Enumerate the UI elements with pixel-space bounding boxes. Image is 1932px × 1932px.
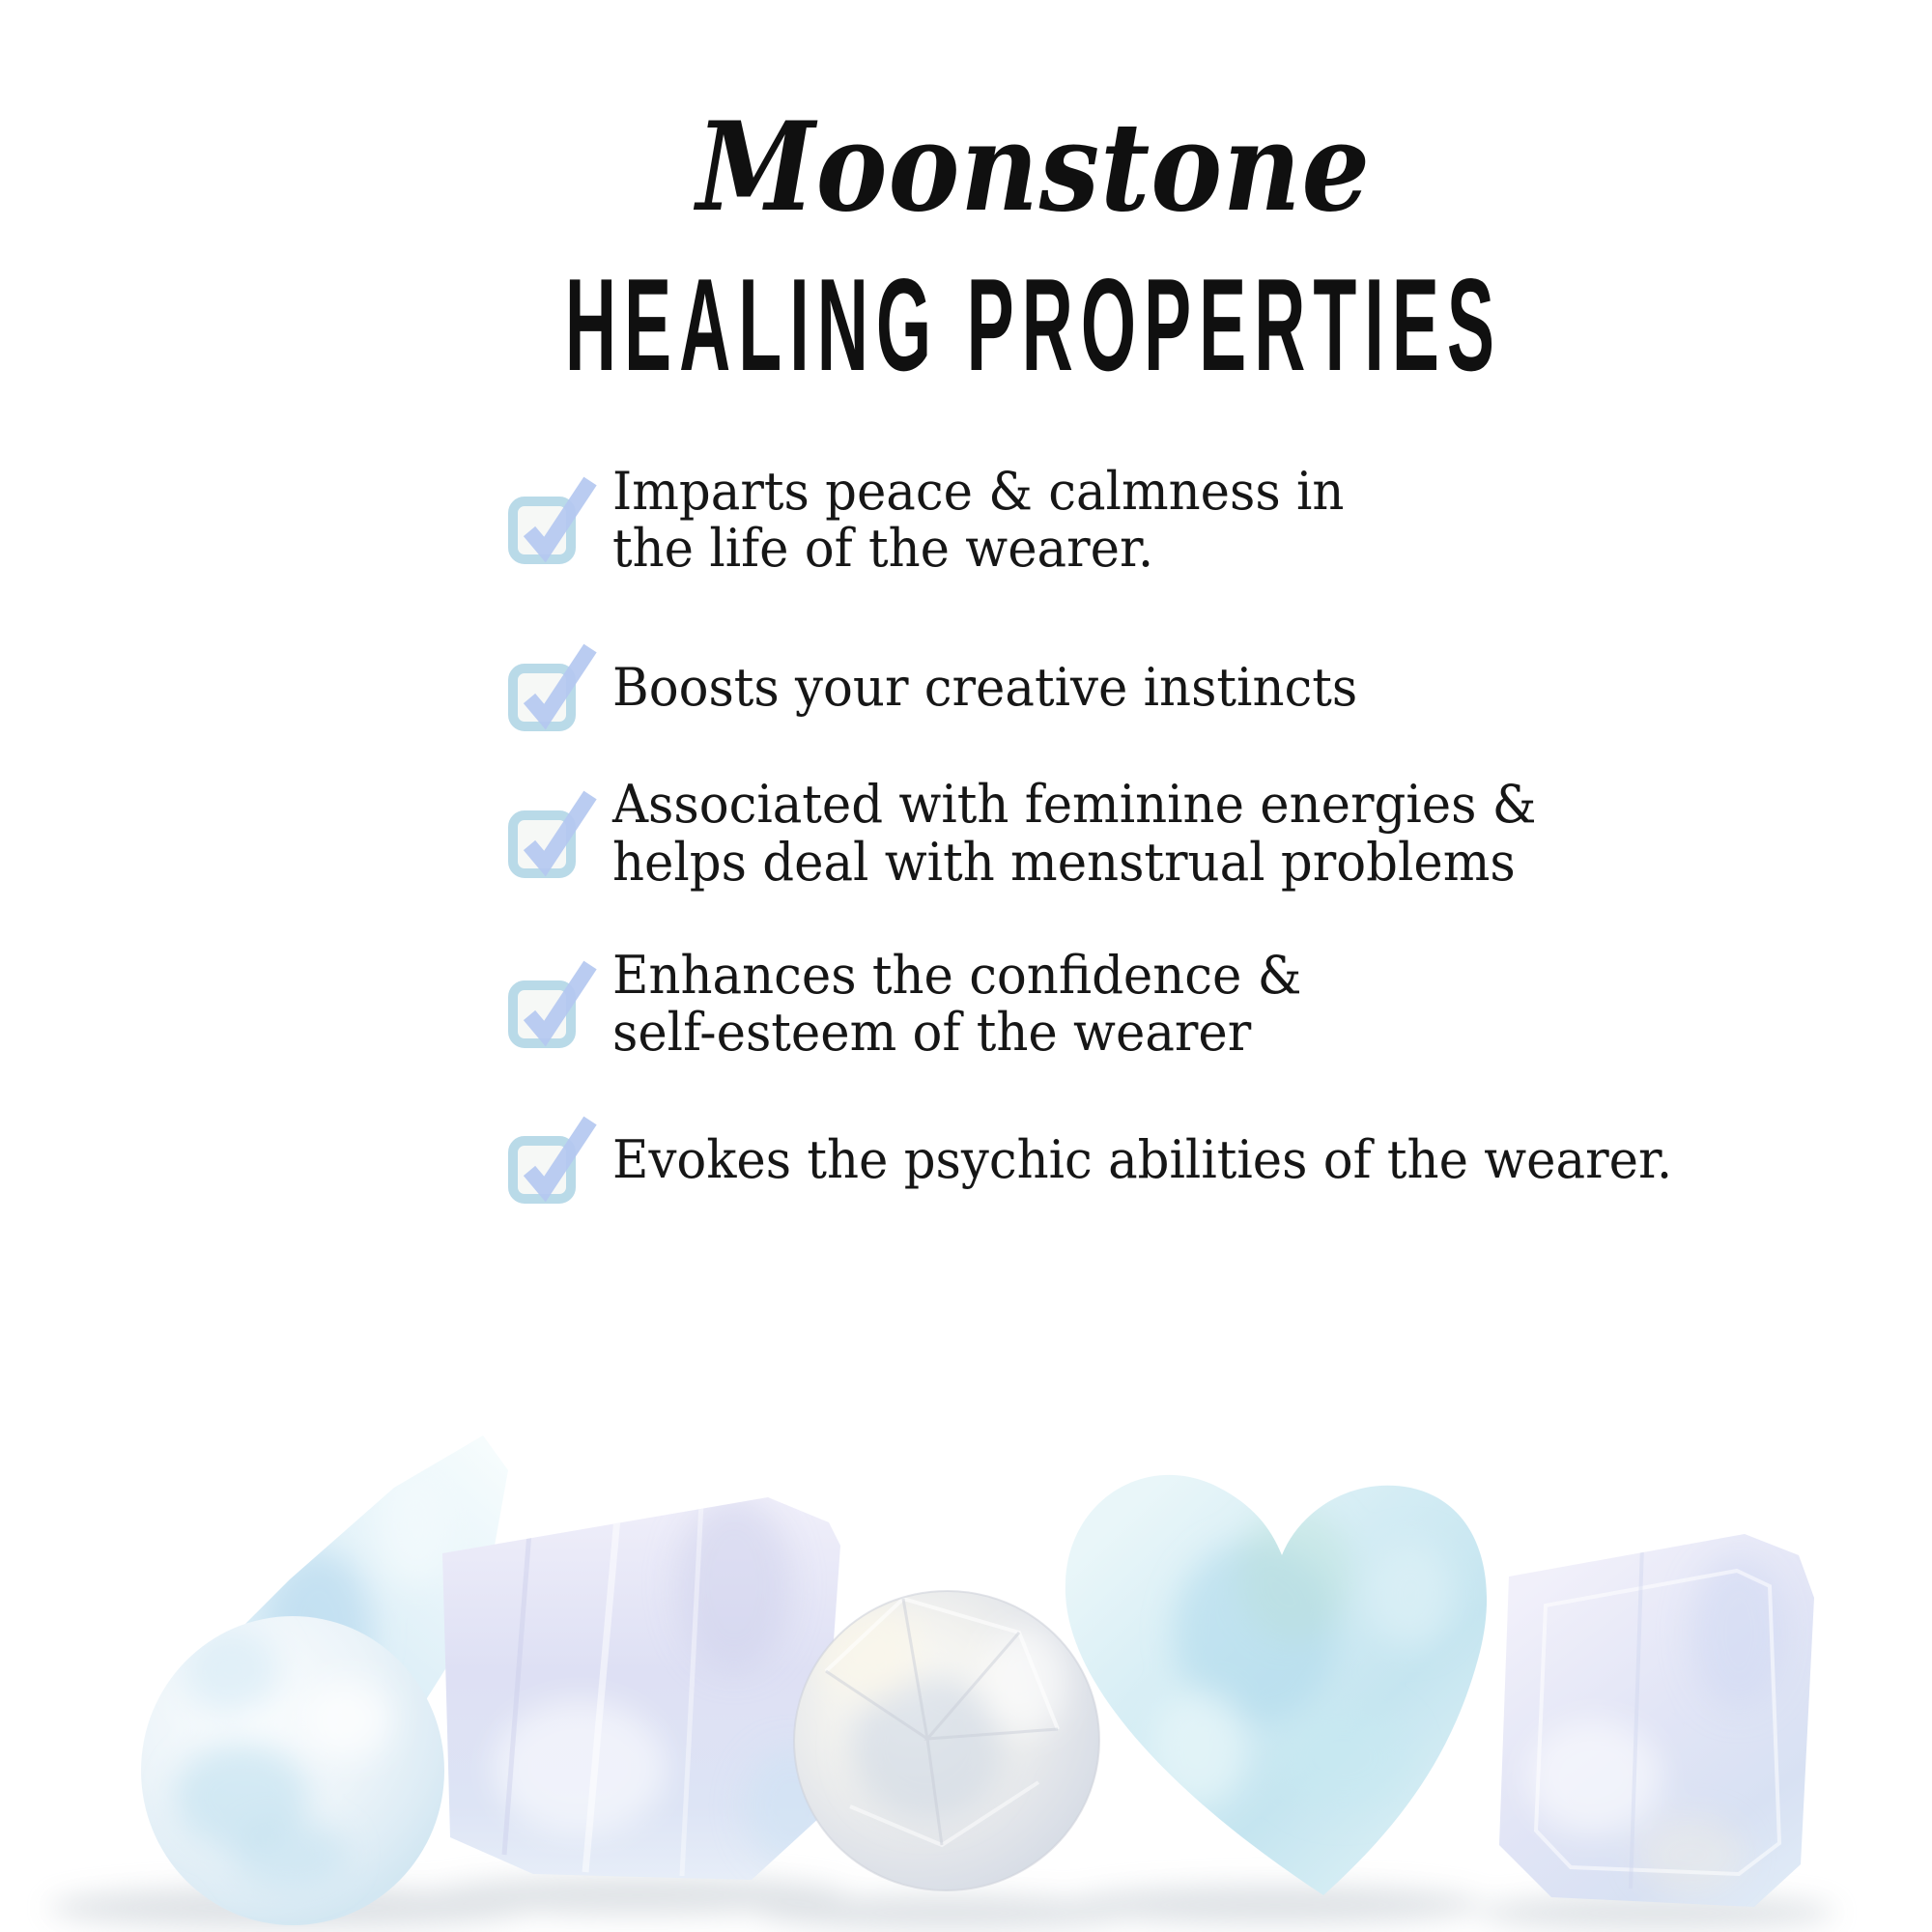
healing-property-text	[612, 1128, 1673, 1190]
checked-checkbox-icon	[506, 957, 599, 1050]
checked-checkbox-icon	[506, 473, 599, 566]
checked-checkbox-icon	[506, 787, 599, 880]
gem-square-emerald-cut	[1499, 1534, 1814, 1907]
text-line: Evokes the psychic abilities of the wearer.	[612, 1128, 1673, 1190]
healing-property-item	[506, 944, 1762, 1064]
healing-property-item	[506, 463, 1762, 578]
text-line: the life of the wearer.	[612, 518, 1154, 580]
text-line: helps deal with menstrual problems	[612, 831, 1516, 893]
page-title: Moonstone	[696, 96, 1371, 239]
text-line: Imparts peace & calmness in	[612, 461, 1345, 522]
healing-property-item	[506, 1128, 1762, 1190]
header	[68, 0, 1932, 398]
text-line: Boosts your creative instincts	[612, 656, 1358, 718]
text-line: self-esteem of the wearer	[612, 1002, 1252, 1064]
text-line: Enhances the confidence &	[612, 944, 1302, 1006]
healing-property-text	[612, 463, 1344, 578]
gem-heart-shaped	[1065, 1475, 1487, 1895]
healing-property-text	[612, 944, 1302, 1064]
healing-property-text	[612, 776, 1536, 891]
healing-property-text	[612, 656, 1358, 718]
gem-round-cabochon	[141, 1616, 444, 1925]
text-line: Associated with feminine energies &	[612, 774, 1537, 836]
page-subtitle: HEALING PROPERTIES	[564, 251, 1503, 398]
checked-checkbox-icon	[506, 1113, 599, 1206]
healing-properties-list	[506, 463, 1762, 1188]
checked-checkbox-icon	[506, 640, 599, 733]
healing-property-item	[506, 776, 1762, 891]
healing-property-item	[506, 656, 1762, 718]
gem-rectangular-block	[442, 1497, 840, 1880]
moonstone-gems-photo	[0, 1343, 1932, 1932]
